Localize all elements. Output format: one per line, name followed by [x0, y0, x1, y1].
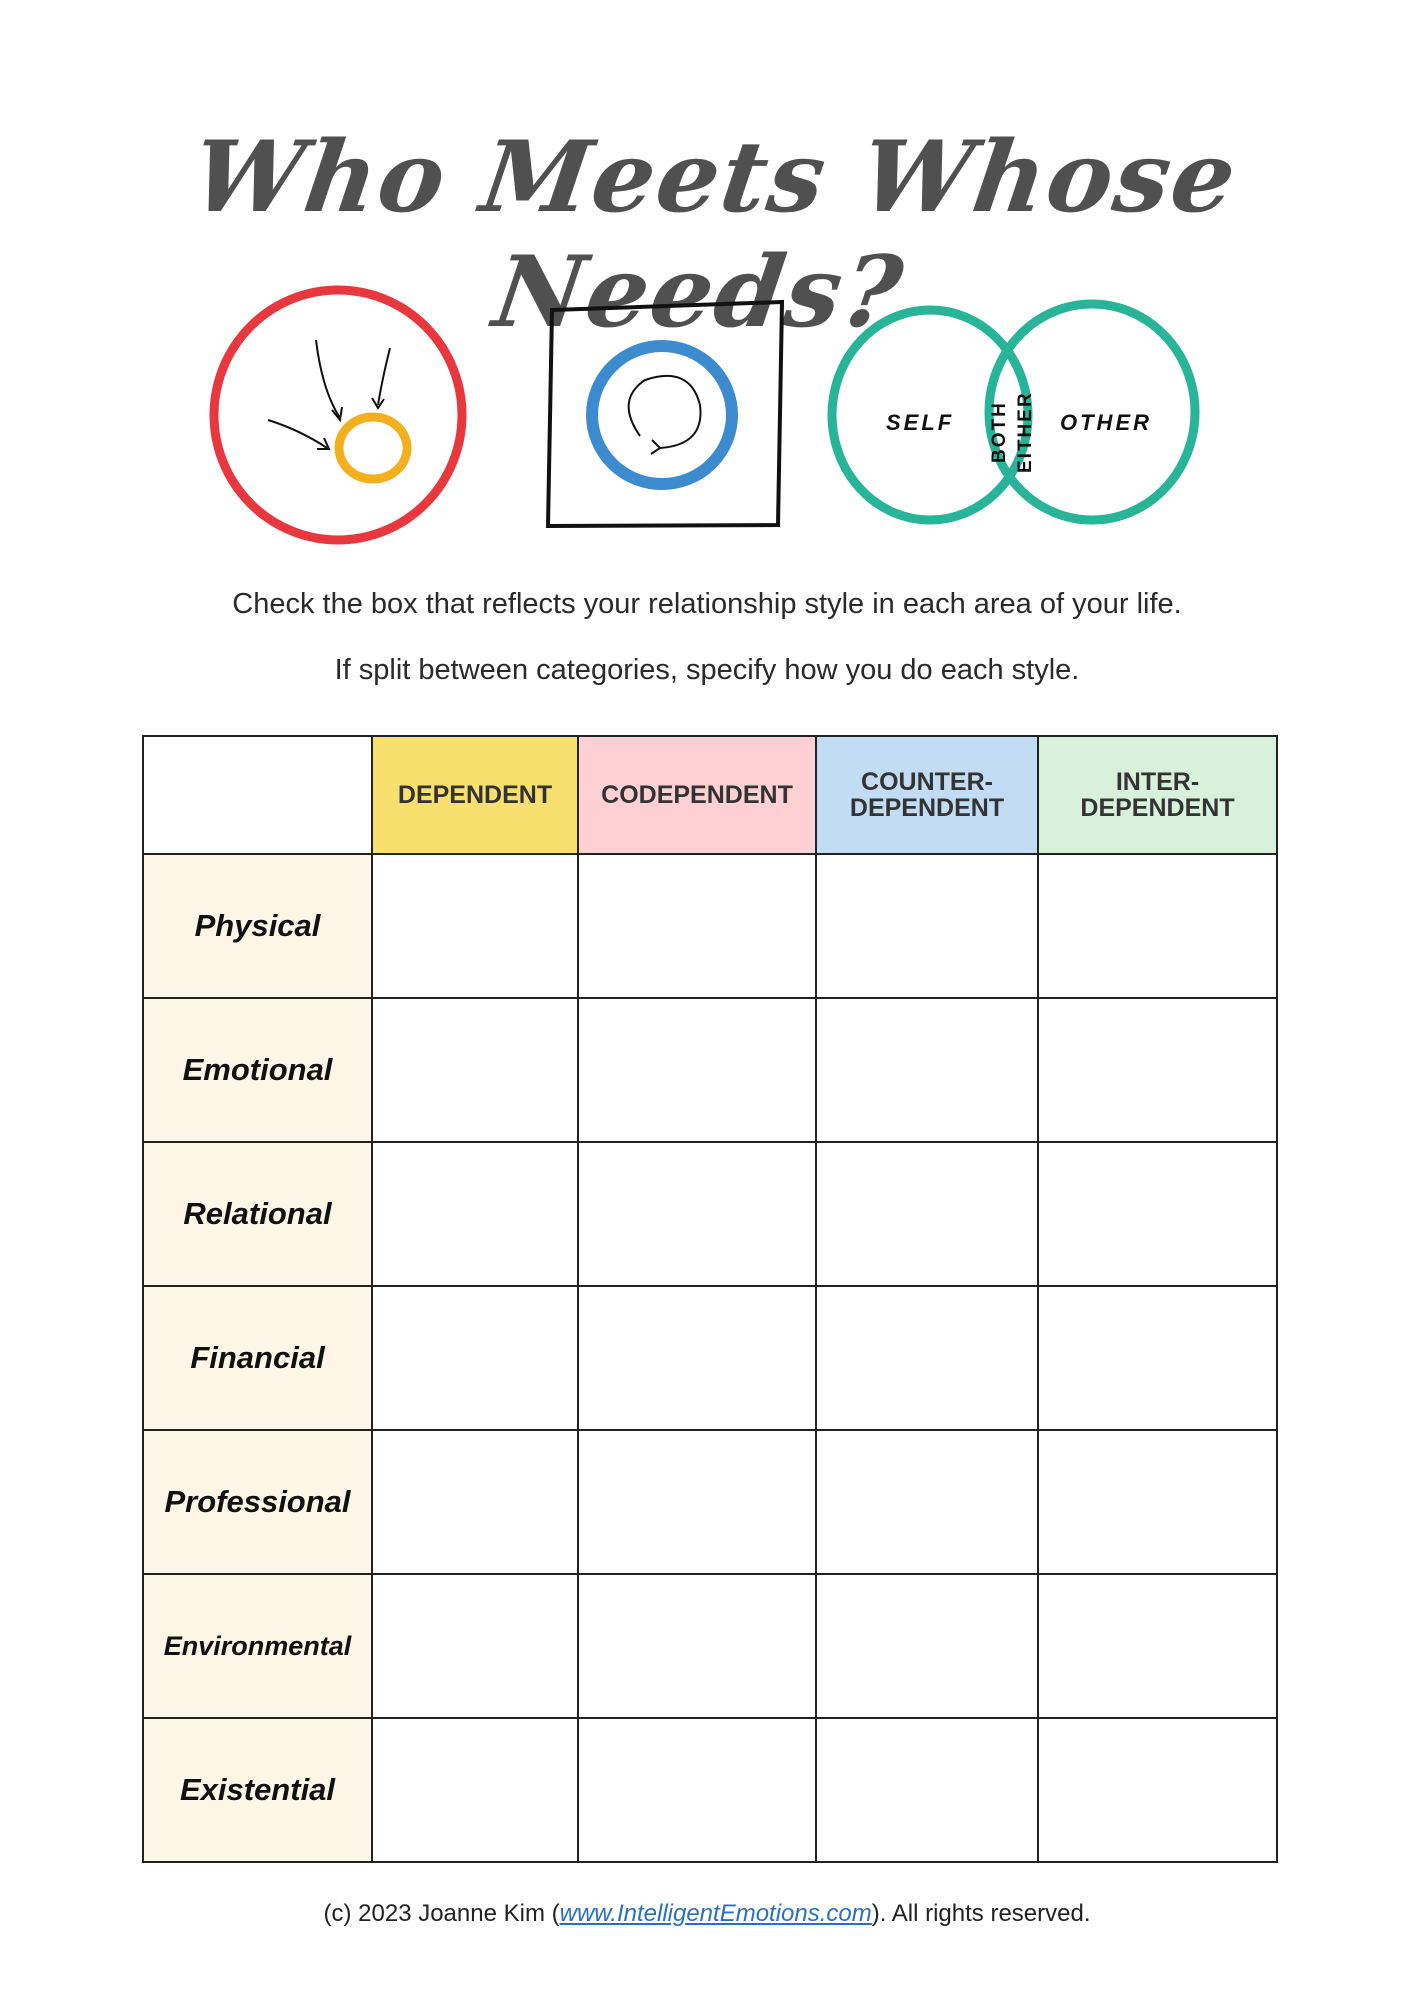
column-header-line: DEPENDENT [1080, 794, 1235, 822]
inner-yellow-circle [339, 417, 407, 479]
column-header-line: DEPENDENT [397, 781, 553, 809]
column-header-interdependent [1038, 736, 1277, 854]
table-row [143, 854, 1277, 998]
checkbox-cell-interdependent[interactable] [1038, 1430, 1277, 1574]
table-row [143, 1430, 1277, 1574]
column-header-line: CODEPENDENT [601, 781, 793, 809]
footer-prefix: (c) 2023 Joanne Kim ( [323, 1900, 560, 1927]
table-row [143, 998, 1277, 1142]
checkbox-cell-dependent[interactable] [372, 1430, 578, 1574]
row-label: Relational [143, 1142, 372, 1286]
row-label: Environmental [143, 1574, 372, 1718]
checkbox-cell-codependent[interactable] [578, 1430, 816, 1574]
arrow-line [316, 340, 340, 418]
instruction-line-1: Check the box that reflects your relationship style in each area of your life. [232, 588, 1182, 620]
checkbox-cell-dependent[interactable] [372, 1574, 578, 1718]
checkbox-cell-counterdependent[interactable] [816, 1430, 1038, 1574]
blue-ring [592, 346, 732, 484]
header-corner [143, 736, 372, 854]
checkbox-cell-counterdependent[interactable] [816, 854, 1038, 998]
checkbox-cell-interdependent[interactable] [1038, 1286, 1277, 1430]
checkbox-cell-dependent[interactable] [372, 1718, 578, 1862]
checkbox-cell-codependent[interactable] [578, 998, 816, 1142]
row-label: Existential [143, 1718, 372, 1862]
column-header-line: COUNTER- [861, 768, 993, 796]
page-title: Who Meets Whose Needs? [185, 120, 1245, 350]
checkbox-cell-counterdependent[interactable] [816, 1574, 1038, 1718]
relationship-style-table [142, 735, 1278, 1863]
table-row [143, 1574, 1277, 1718]
footer-suffix: ). All rights reserved. [871, 1900, 1091, 1927]
checkbox-cell-dependent[interactable] [372, 854, 578, 998]
checkbox-cell-interdependent[interactable] [1038, 1142, 1277, 1286]
column-header-dependent [372, 736, 578, 854]
checkbox-cell-interdependent[interactable] [1038, 998, 1277, 1142]
checkbox-cell-counterdependent[interactable] [816, 998, 1038, 1142]
checkbox-cell-counterdependent[interactable] [816, 1718, 1038, 1862]
venn-label-self: SELF [886, 410, 955, 435]
checkbox-cell-codependent[interactable] [578, 1286, 816, 1430]
venn-label-both: BOTH [989, 401, 1010, 463]
checkbox-cell-counterdependent[interactable] [816, 1286, 1038, 1430]
column-header-line: INTER- [1115, 768, 1200, 796]
column-header-codependent [578, 736, 816, 854]
dependent-diagram [214, 290, 462, 540]
checkbox-cell-codependent[interactable] [578, 854, 816, 998]
checkbox-cell-interdependent[interactable] [1038, 1574, 1277, 1718]
venn-label-either: EITHER [1015, 391, 1036, 473]
table-row [143, 1142, 1277, 1286]
row-label: Emotional [143, 998, 372, 1142]
arrowhead [651, 440, 660, 454]
column-header-counterdependent [816, 736, 1038, 854]
checkbox-cell-counterdependent[interactable] [816, 1142, 1038, 1286]
table-row [143, 1718, 1277, 1862]
black-box [548, 302, 782, 526]
venn-label-other: OTHER [1060, 410, 1152, 435]
header-row [143, 736, 1277, 854]
venn-diagram [832, 304, 1195, 520]
checkbox-cell-codependent[interactable] [578, 1574, 816, 1718]
row-label: Professional [143, 1430, 372, 1574]
spiral-arrow [629, 376, 701, 448]
checkbox-cell-dependent[interactable] [372, 1286, 578, 1430]
checkbox-cell-interdependent[interactable] [1038, 1718, 1277, 1862]
relationship-style-illustrations [0, 280, 1414, 550]
instruction-line-2: If split between categories, specify how you do each style. [334, 654, 1080, 686]
table-row [143, 1286, 1277, 1430]
column-header-line: DEPENDENT [849, 794, 1005, 822]
checkbox-cell-dependent[interactable] [372, 998, 578, 1142]
counterdependent-diagram [548, 302, 782, 526]
checkbox-cell-codependent[interactable] [578, 1142, 816, 1286]
checkbox-cell-dependent[interactable] [372, 1142, 578, 1286]
checkbox-cell-codependent[interactable] [578, 1718, 816, 1862]
row-label: Physical [143, 854, 372, 998]
website-link[interactable]: www.IntelligentEmotions.com [559, 1900, 872, 1927]
checkbox-cell-interdependent[interactable] [1038, 854, 1277, 998]
row-label: Financial [143, 1286, 372, 1430]
arrow-line [378, 348, 390, 405]
arrow-line [268, 420, 327, 448]
copyright-footer [0, 1900, 1414, 1928]
